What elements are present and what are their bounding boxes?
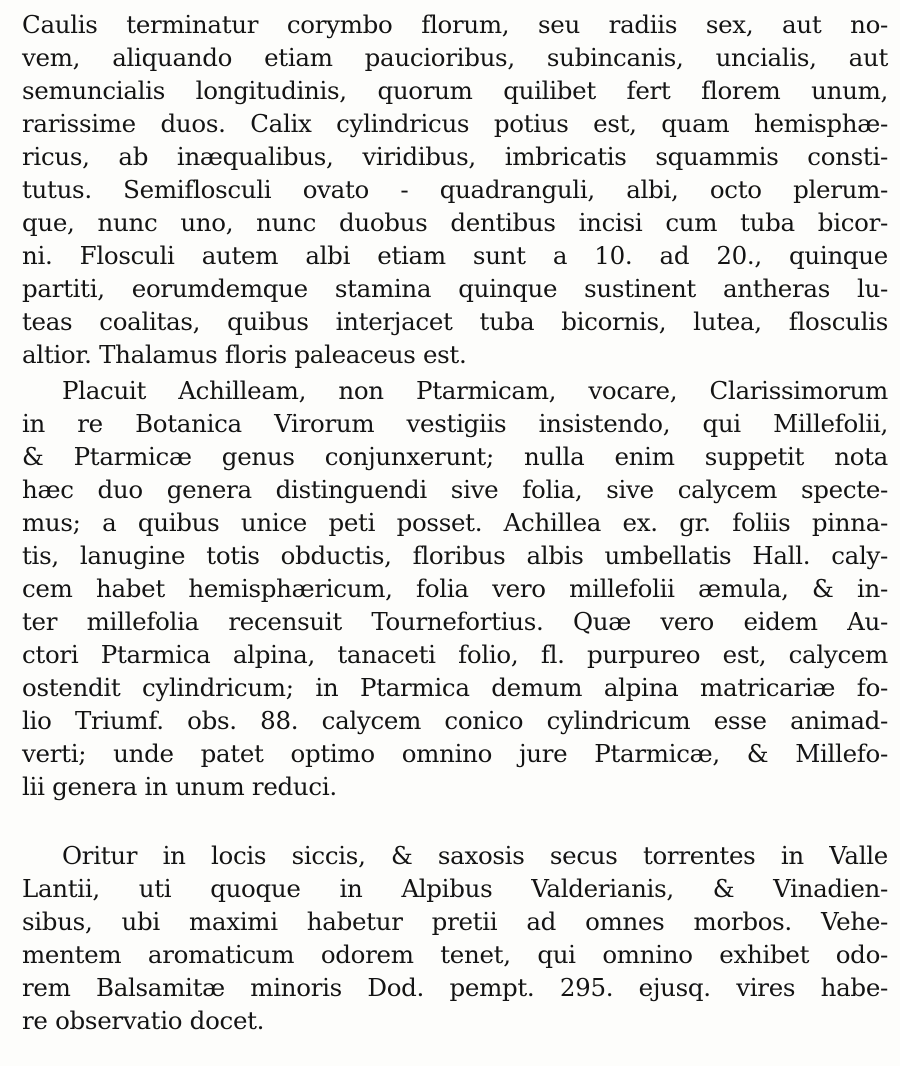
- text-line: Lantii, uti quoque in Alpibus Valderianis, & Vinadien-: [22, 874, 888, 903]
- text-line: rarissime duos. Calix cylindricus potius est, quam hemisphæ-: [22, 109, 888, 138]
- text-line: teas coalitas, quibus interjacet tuba bicornis, lutea, flosculis: [22, 307, 888, 336]
- text-line: re observatio docet.: [22, 1006, 265, 1035]
- text-line: Caulis terminatur corymbo florum, seu radiis sex, aut no-: [22, 10, 888, 39]
- text-line: mus; a quibus unice peti posset. Achillea ex. gr. foliis pinna-: [22, 508, 888, 537]
- text-line: rem Balsamitæ minoris Dod. pempt. 295. ejusq. vires habe-: [22, 973, 888, 1002]
- text-line: tutus. Semiflosculi ovato - quadranguli, albi, octo plerum-: [22, 175, 888, 204]
- text-line: ctori Ptarmica alpina, tanaceti folio, fl. purpureo est, calycem: [22, 640, 888, 669]
- text-line: ni. Flosculi autem albi etiam sunt a 10. ad 20., quinque: [22, 241, 888, 270]
- text-line: cem habet hemisphæricum, folia vero millefolii æmula, & in-: [22, 574, 888, 603]
- text-line: ter millefolia recensuit Tournefortius. Quæ vero eidem Au-: [22, 607, 888, 636]
- text-line: altior. Thalamus floris paleaceus est.: [22, 340, 467, 369]
- text-line: partiti, eorumdemque stamina quinque sustinent antheras lu-: [22, 274, 888, 303]
- text-line: lio Triumf. obs. 88. calycem conico cylindricum esse animad-: [22, 706, 888, 735]
- text-line: hæc duo genera distinguendi sive folia, sive calycem specte-: [22, 475, 888, 504]
- text-line: que, nunc uno, nunc duobus dentibus incisi cum tuba bicor-: [22, 208, 888, 237]
- text-line: sibus, ubi maximi habetur pretii ad omnes morbos. Vehe-: [22, 907, 888, 936]
- text-line: vem, aliquando etiam paucioribus, subincanis, uncialis, aut: [22, 43, 888, 72]
- text-line: Placuit Achilleam, non Ptarmicam, vocare, Clarissimorum: [62, 376, 888, 405]
- text-line: mentem aromaticum odorem tenet, qui omnino exhibet odo-: [22, 940, 888, 969]
- text-line: & Ptarmicæ genus conjunxerunt; nulla enim suppetit nota: [22, 442, 888, 471]
- text-line: ricus, ab inæqualibus, viridibus, imbricatis squammis consti-: [22, 142, 888, 171]
- text-line: ostendit cylindricum; in Ptarmica demum alpina matricariæ fo-: [22, 673, 888, 702]
- text-line: verti; unde patet optimo omnino jure Ptarmicæ, & Millefo-: [22, 739, 888, 768]
- text-line: Oritur in locis siccis, & saxosis secus torrentes in Valle: [62, 841, 888, 870]
- text-line: in re Botanica Virorum vestigiis insistendo, qui Millefolii,: [22, 409, 888, 438]
- text-line: tis, lanugine totis obductis, floribus albis umbellatis Hall. caly-: [22, 541, 888, 570]
- text-line: lii genera in unum reduci.: [22, 772, 337, 801]
- text-line: semuncialis longitudinis, quorum quilibet fert florem unum,: [22, 76, 888, 105]
